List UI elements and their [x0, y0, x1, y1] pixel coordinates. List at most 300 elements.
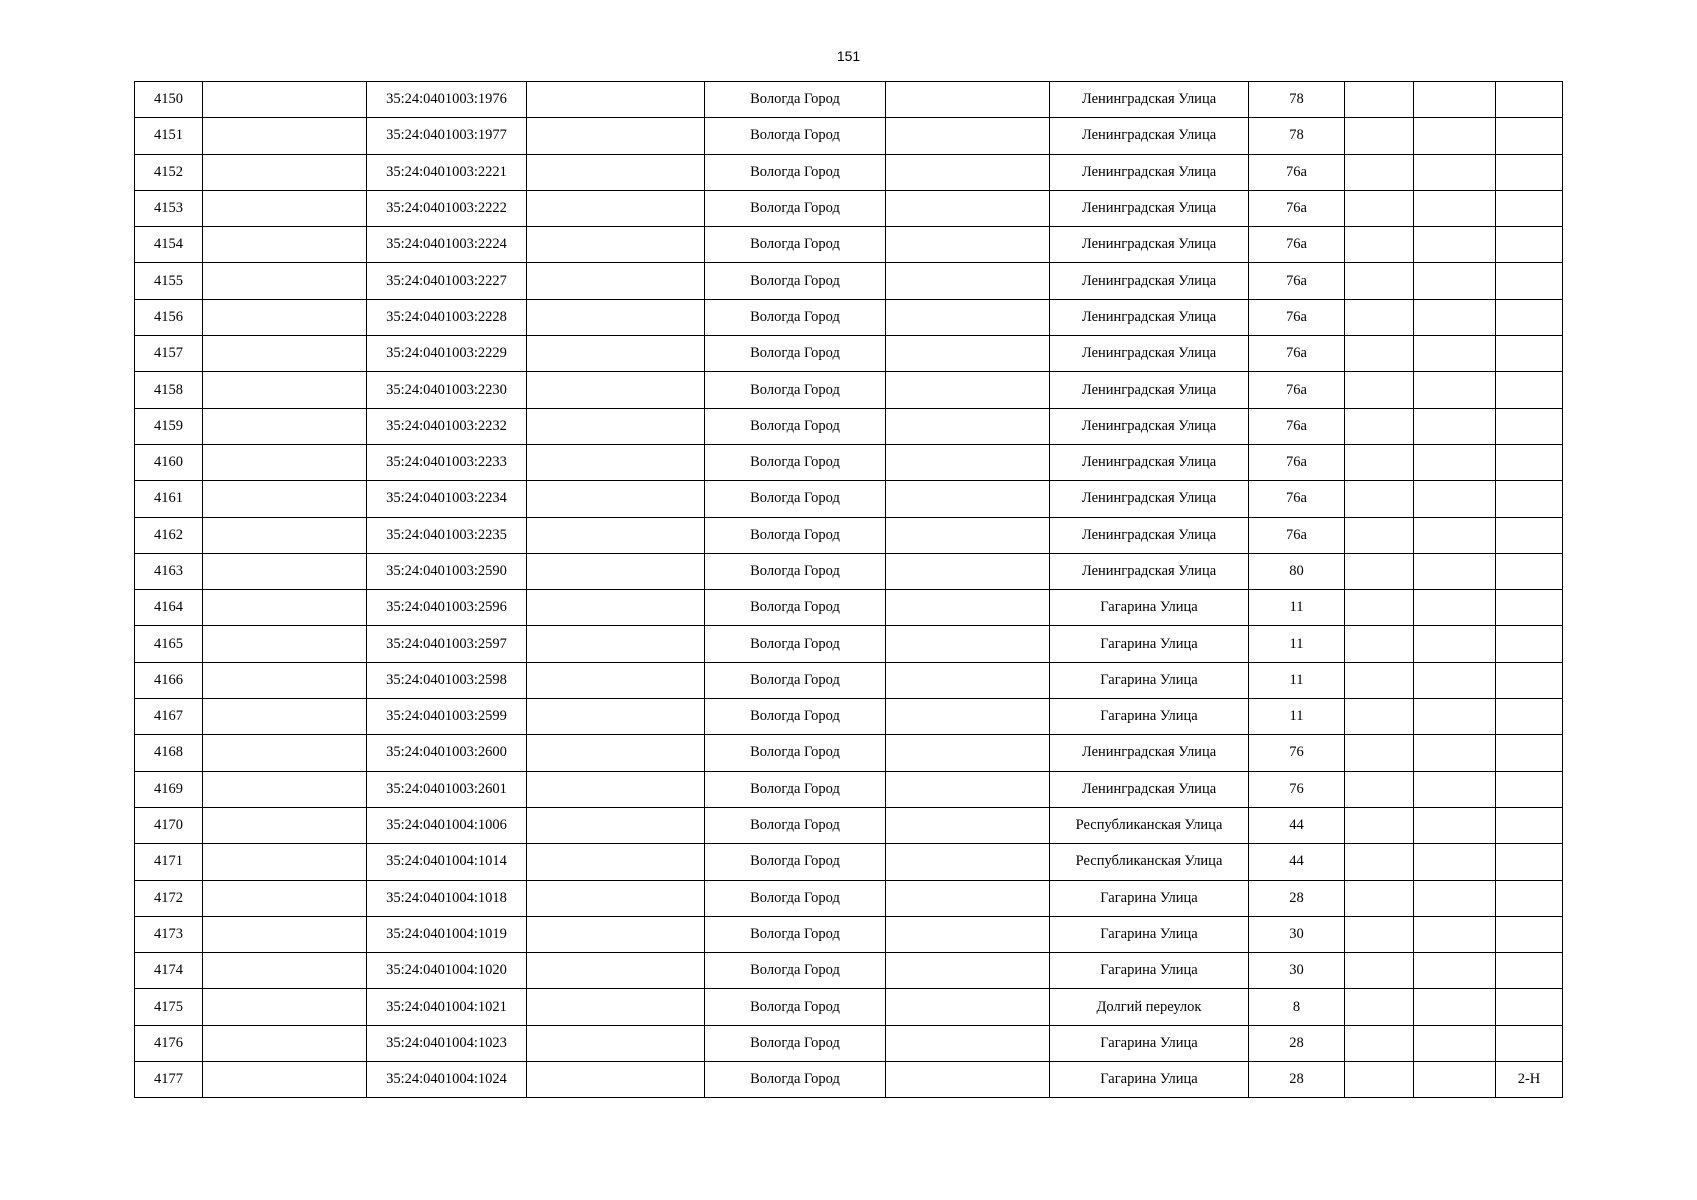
empty-cell	[886, 227, 1050, 263]
cadastral-number-cell: 35:24:0401003:2597	[367, 626, 527, 662]
empty-cell	[203, 444, 367, 480]
cadastral-number-cell: 35:24:0401003:1976	[367, 82, 527, 118]
record-number-cell: 4161	[135, 481, 203, 517]
house-number-cell: 76а	[1249, 190, 1345, 226]
street-cell: Ленинградская Улица	[1050, 118, 1249, 154]
table-row	[135, 481, 1563, 517]
empty-cell	[527, 953, 705, 989]
empty-cell	[1414, 880, 1496, 916]
empty-cell	[1345, 263, 1414, 299]
city-cell: Вологда Город	[705, 299, 886, 335]
empty-cell	[527, 481, 705, 517]
street-cell: Гагарина Улица	[1050, 953, 1249, 989]
empty-cell	[203, 953, 367, 989]
table-row	[135, 517, 1563, 553]
record-number-cell: 4159	[135, 408, 203, 444]
city-cell: Вологда Город	[705, 481, 886, 517]
empty-cell	[527, 444, 705, 480]
record-number-cell: 4177	[135, 1062, 203, 1098]
street-cell: Ленинградская Улица	[1050, 553, 1249, 589]
cadastral-number-cell: 35:24:0401004:1023	[367, 1025, 527, 1061]
premises-number-cell: 2-Н	[1496, 1062, 1563, 1098]
empty-cell	[886, 989, 1050, 1025]
street-cell: Долгий переулок	[1050, 989, 1249, 1025]
table-row	[135, 626, 1563, 662]
house-number-cell: 76а	[1249, 481, 1345, 517]
cadastral-number-cell: 35:24:0401003:2232	[367, 408, 527, 444]
cadastral-number-cell: 35:24:0401003:2596	[367, 590, 527, 626]
empty-cell	[527, 880, 705, 916]
empty-cell	[886, 1062, 1050, 1098]
cadastral-number-cell: 35:24:0401003:2224	[367, 227, 527, 263]
record-number-cell: 4171	[135, 844, 203, 880]
premises-number-cell	[1496, 735, 1563, 771]
house-number-cell: 76а	[1249, 336, 1345, 372]
empty-cell	[203, 154, 367, 190]
empty-cell	[886, 626, 1050, 662]
empty-cell	[1345, 1062, 1414, 1098]
table-row	[135, 1025, 1563, 1061]
empty-cell	[1414, 444, 1496, 480]
empty-cell	[527, 807, 705, 843]
premises-number-cell	[1496, 481, 1563, 517]
house-number-cell: 30	[1249, 953, 1345, 989]
empty-cell	[1414, 735, 1496, 771]
empty-cell	[1345, 699, 1414, 735]
city-cell: Вологда Город	[705, 989, 886, 1025]
cadastral-number-cell: 35:24:0401003:2599	[367, 699, 527, 735]
empty-cell	[203, 916, 367, 952]
house-number-cell: 76а	[1249, 517, 1345, 553]
register-table	[134, 81, 1563, 1098]
empty-cell	[1414, 553, 1496, 589]
empty-cell	[527, 771, 705, 807]
house-number-cell: 30	[1249, 916, 1345, 952]
house-number-cell: 11	[1249, 626, 1345, 662]
street-cell: Гагарина Улица	[1050, 880, 1249, 916]
street-cell: Республиканская Улица	[1050, 807, 1249, 843]
house-number-cell: 76а	[1249, 408, 1345, 444]
empty-cell	[886, 807, 1050, 843]
record-number-cell: 4154	[135, 227, 203, 263]
cadastral-number-cell: 35:24:0401003:1977	[367, 118, 527, 154]
record-number-cell: 4151	[135, 118, 203, 154]
cadastral-number-cell: 35:24:0401003:2234	[367, 481, 527, 517]
house-number-cell: 76а	[1249, 299, 1345, 335]
empty-cell	[1414, 1062, 1496, 1098]
empty-cell	[1414, 1025, 1496, 1061]
empty-cell	[1414, 82, 1496, 118]
empty-cell	[886, 844, 1050, 880]
empty-cell	[1345, 517, 1414, 553]
empty-cell	[1414, 989, 1496, 1025]
house-number-cell: 80	[1249, 553, 1345, 589]
street-cell: Ленинградская Улица	[1050, 735, 1249, 771]
empty-cell	[527, 517, 705, 553]
empty-cell	[1414, 916, 1496, 952]
empty-cell	[1345, 880, 1414, 916]
premises-number-cell	[1496, 190, 1563, 226]
premises-number-cell	[1496, 771, 1563, 807]
table-row	[135, 263, 1563, 299]
empty-cell	[886, 662, 1050, 698]
empty-cell	[1345, 299, 1414, 335]
street-cell: Гагарина Улица	[1050, 699, 1249, 735]
empty-cell	[1345, 953, 1414, 989]
table-row	[135, 1062, 1563, 1098]
empty-cell	[203, 771, 367, 807]
empty-cell	[1414, 154, 1496, 190]
empty-cell	[527, 662, 705, 698]
premises-number-cell	[1496, 1025, 1563, 1061]
house-number-cell: 11	[1249, 699, 1345, 735]
premises-number-cell	[1496, 699, 1563, 735]
empty-cell	[886, 82, 1050, 118]
empty-cell	[1414, 953, 1496, 989]
empty-cell	[527, 82, 705, 118]
table-row	[135, 444, 1563, 480]
city-cell: Вологда Город	[705, 372, 886, 408]
street-cell: Гагарина Улица	[1050, 662, 1249, 698]
empty-cell	[203, 880, 367, 916]
city-cell: Вологда Город	[705, 735, 886, 771]
empty-cell	[203, 299, 367, 335]
table-row	[135, 807, 1563, 843]
table-row	[135, 662, 1563, 698]
empty-cell	[203, 807, 367, 843]
street-cell: Ленинградская Улица	[1050, 444, 1249, 480]
city-cell: Вологда Город	[705, 626, 886, 662]
record-number-cell: 4155	[135, 263, 203, 299]
cadastral-number-cell: 35:24:0401004:1021	[367, 989, 527, 1025]
cadastral-number-cell: 35:24:0401004:1006	[367, 807, 527, 843]
empty-cell	[527, 336, 705, 372]
city-cell: Вологда Город	[705, 336, 886, 372]
record-number-cell: 4165	[135, 626, 203, 662]
record-number-cell: 4162	[135, 517, 203, 553]
premises-number-cell	[1496, 662, 1563, 698]
empty-cell	[203, 227, 367, 263]
empty-cell	[1345, 1025, 1414, 1061]
house-number-cell: 28	[1249, 1025, 1345, 1061]
empty-cell	[203, 844, 367, 880]
premises-number-cell	[1496, 82, 1563, 118]
table-row	[135, 916, 1563, 952]
city-cell: Вологда Город	[705, 590, 886, 626]
street-cell: Ленинградская Улица	[1050, 372, 1249, 408]
empty-cell	[886, 481, 1050, 517]
empty-cell	[203, 590, 367, 626]
cadastral-number-cell: 35:24:0401003:2230	[367, 372, 527, 408]
table-row	[135, 880, 1563, 916]
empty-cell	[1414, 844, 1496, 880]
house-number-cell: 8	[1249, 989, 1345, 1025]
house-number-cell: 76	[1249, 771, 1345, 807]
empty-cell	[203, 989, 367, 1025]
city-cell: Вологда Город	[705, 553, 886, 589]
empty-cell	[527, 699, 705, 735]
house-number-cell: 78	[1249, 82, 1345, 118]
empty-cell	[886, 553, 1050, 589]
premises-number-cell	[1496, 553, 1563, 589]
city-cell: Вологда Город	[705, 807, 886, 843]
table-row	[135, 553, 1563, 589]
empty-cell	[886, 372, 1050, 408]
empty-cell	[1345, 553, 1414, 589]
street-cell: Ленинградская Улица	[1050, 154, 1249, 190]
premises-number-cell	[1496, 299, 1563, 335]
empty-cell	[886, 590, 1050, 626]
cadastral-number-cell: 35:24:0401003:2228	[367, 299, 527, 335]
empty-cell	[1345, 626, 1414, 662]
empty-cell	[886, 916, 1050, 952]
empty-cell	[527, 408, 705, 444]
house-number-cell: 76а	[1249, 444, 1345, 480]
empty-cell	[1345, 735, 1414, 771]
city-cell: Вологда Город	[705, 263, 886, 299]
record-number-cell: 4166	[135, 662, 203, 698]
house-number-cell: 76а	[1249, 154, 1345, 190]
empty-cell	[886, 880, 1050, 916]
empty-cell	[1345, 82, 1414, 118]
empty-cell	[1414, 372, 1496, 408]
premises-number-cell	[1496, 844, 1563, 880]
city-cell: Вологда Город	[705, 699, 886, 735]
record-number-cell: 4176	[135, 1025, 203, 1061]
table-row	[135, 735, 1563, 771]
record-number-cell: 4158	[135, 372, 203, 408]
page-number: 151	[836, 48, 861, 64]
street-cell: Гагарина Улица	[1050, 1025, 1249, 1061]
street-cell: Ленинградская Улица	[1050, 227, 1249, 263]
premises-number-cell	[1496, 953, 1563, 989]
city-cell: Вологда Город	[705, 1025, 886, 1061]
empty-cell	[1345, 227, 1414, 263]
empty-cell	[527, 916, 705, 952]
cadastral-number-cell: 35:24:0401003:2600	[367, 735, 527, 771]
street-cell: Республиканская Улица	[1050, 844, 1249, 880]
table-row	[135, 299, 1563, 335]
cadastral-number-cell: 35:24:0401003:2601	[367, 771, 527, 807]
cadastral-number-cell: 35:24:0401003:2590	[367, 553, 527, 589]
empty-cell	[203, 408, 367, 444]
city-cell: Вологда Город	[705, 517, 886, 553]
record-number-cell: 4153	[135, 190, 203, 226]
street-cell: Ленинградская Улица	[1050, 299, 1249, 335]
premises-number-cell	[1496, 517, 1563, 553]
street-cell: Гагарина Улица	[1050, 1062, 1249, 1098]
empty-cell	[886, 190, 1050, 226]
empty-cell	[886, 154, 1050, 190]
house-number-cell: 44	[1249, 807, 1345, 843]
record-number-cell: 4172	[135, 880, 203, 916]
empty-cell	[203, 626, 367, 662]
empty-cell	[1414, 481, 1496, 517]
empty-cell	[203, 336, 367, 372]
empty-cell	[527, 227, 705, 263]
empty-cell	[1414, 299, 1496, 335]
table-row	[135, 844, 1563, 880]
empty-cell	[1345, 118, 1414, 154]
empty-cell	[886, 771, 1050, 807]
empty-cell	[1345, 807, 1414, 843]
empty-cell	[1414, 662, 1496, 698]
empty-cell	[527, 989, 705, 1025]
city-cell: Вологда Город	[705, 82, 886, 118]
street-cell: Гагарина Улица	[1050, 626, 1249, 662]
premises-number-cell	[1496, 989, 1563, 1025]
city-cell: Вологда Город	[705, 408, 886, 444]
city-cell: Вологда Город	[705, 662, 886, 698]
premises-number-cell	[1496, 227, 1563, 263]
city-cell: Вологда Город	[705, 844, 886, 880]
street-cell: Гагарина Улица	[1050, 916, 1249, 952]
cadastral-number-cell: 35:24:0401003:2598	[367, 662, 527, 698]
register-body	[135, 82, 1563, 1098]
street-cell: Ленинградская Улица	[1050, 263, 1249, 299]
house-number-cell: 78	[1249, 118, 1345, 154]
house-number-cell: 11	[1249, 662, 1345, 698]
cadastral-number-cell: 35:24:0401004:1019	[367, 916, 527, 952]
empty-cell	[886, 699, 1050, 735]
table-row	[135, 989, 1563, 1025]
cadastral-number-cell: 35:24:0401004:1020	[367, 953, 527, 989]
premises-number-cell	[1496, 372, 1563, 408]
empty-cell	[1345, 444, 1414, 480]
city-cell: Вологда Город	[705, 444, 886, 480]
record-number-cell: 4169	[135, 771, 203, 807]
cadastral-number-cell: 35:24:0401003:2227	[367, 263, 527, 299]
empty-cell	[527, 735, 705, 771]
empty-cell	[1414, 263, 1496, 299]
record-number-cell: 4157	[135, 336, 203, 372]
empty-cell	[527, 1025, 705, 1061]
empty-cell	[886, 735, 1050, 771]
empty-cell	[527, 299, 705, 335]
cadastral-number-cell: 35:24:0401003:2233	[367, 444, 527, 480]
empty-cell	[886, 1025, 1050, 1061]
empty-cell	[1414, 771, 1496, 807]
empty-cell	[203, 699, 367, 735]
house-number-cell: 28	[1249, 1062, 1345, 1098]
record-number-cell: 4174	[135, 953, 203, 989]
house-number-cell: 76а	[1249, 372, 1345, 408]
premises-number-cell	[1496, 444, 1563, 480]
cadastral-number-cell: 35:24:0401003:2235	[367, 517, 527, 553]
premises-number-cell	[1496, 263, 1563, 299]
table-row	[135, 953, 1563, 989]
table-row	[135, 336, 1563, 372]
empty-cell	[886, 953, 1050, 989]
empty-cell	[886, 517, 1050, 553]
empty-cell	[203, 1025, 367, 1061]
table-row	[135, 372, 1563, 408]
empty-cell	[886, 408, 1050, 444]
empty-cell	[527, 372, 705, 408]
cadastral-number-cell: 35:24:0401004:1018	[367, 880, 527, 916]
empty-cell	[1345, 771, 1414, 807]
empty-cell	[203, 1062, 367, 1098]
empty-cell	[1414, 699, 1496, 735]
city-cell: Вологда Город	[705, 916, 886, 952]
premises-number-cell	[1496, 118, 1563, 154]
record-number-cell: 4160	[135, 444, 203, 480]
empty-cell	[1345, 916, 1414, 952]
city-cell: Вологда Город	[705, 880, 886, 916]
empty-cell	[1345, 989, 1414, 1025]
empty-cell	[1345, 372, 1414, 408]
empty-cell	[1345, 844, 1414, 880]
empty-cell	[1414, 118, 1496, 154]
city-cell: Вологда Город	[705, 953, 886, 989]
record-number-cell: 4163	[135, 553, 203, 589]
record-number-cell: 4170	[135, 807, 203, 843]
empty-cell	[527, 1062, 705, 1098]
cadastral-number-cell: 35:24:0401004:1024	[367, 1062, 527, 1098]
empty-cell	[527, 118, 705, 154]
empty-cell	[527, 154, 705, 190]
empty-cell	[203, 263, 367, 299]
empty-cell	[1414, 626, 1496, 662]
empty-cell	[1345, 662, 1414, 698]
city-cell: Вологда Город	[705, 118, 886, 154]
empty-cell	[527, 553, 705, 589]
empty-cell	[1345, 408, 1414, 444]
street-cell: Ленинградская Улица	[1050, 517, 1249, 553]
empty-cell	[1414, 336, 1496, 372]
house-number-cell: 44	[1249, 844, 1345, 880]
cadastral-number-cell: 35:24:0401004:1014	[367, 844, 527, 880]
cadastral-number-cell: 35:24:0401003:2221	[367, 154, 527, 190]
premises-number-cell	[1496, 916, 1563, 952]
house-number-cell: 11	[1249, 590, 1345, 626]
empty-cell	[1414, 807, 1496, 843]
empty-cell	[1414, 517, 1496, 553]
empty-cell	[203, 82, 367, 118]
empty-cell	[527, 263, 705, 299]
empty-cell	[203, 553, 367, 589]
premises-number-cell	[1496, 408, 1563, 444]
empty-cell	[1345, 154, 1414, 190]
empty-cell	[886, 118, 1050, 154]
city-cell: Вологда Город	[705, 227, 886, 263]
empty-cell	[1414, 590, 1496, 626]
premises-number-cell	[1496, 590, 1563, 626]
table-row	[135, 82, 1563, 118]
record-number-cell: 4168	[135, 735, 203, 771]
table-row	[135, 699, 1563, 735]
empty-cell	[203, 118, 367, 154]
table-row	[135, 227, 1563, 263]
city-cell: Вологда Город	[705, 190, 886, 226]
empty-cell	[203, 662, 367, 698]
house-number-cell: 76	[1249, 735, 1345, 771]
empty-cell	[527, 844, 705, 880]
street-cell: Ленинградская Улица	[1050, 481, 1249, 517]
record-number-cell: 4164	[135, 590, 203, 626]
street-cell: Ленинградская Улица	[1050, 771, 1249, 807]
empty-cell	[1345, 590, 1414, 626]
empty-cell	[886, 444, 1050, 480]
empty-cell	[203, 517, 367, 553]
empty-cell	[886, 336, 1050, 372]
table-row	[135, 118, 1563, 154]
street-cell: Гагарина Улица	[1050, 590, 1249, 626]
empty-cell	[527, 626, 705, 662]
record-number-cell: 4152	[135, 154, 203, 190]
empty-cell	[1345, 336, 1414, 372]
premises-number-cell	[1496, 626, 1563, 662]
